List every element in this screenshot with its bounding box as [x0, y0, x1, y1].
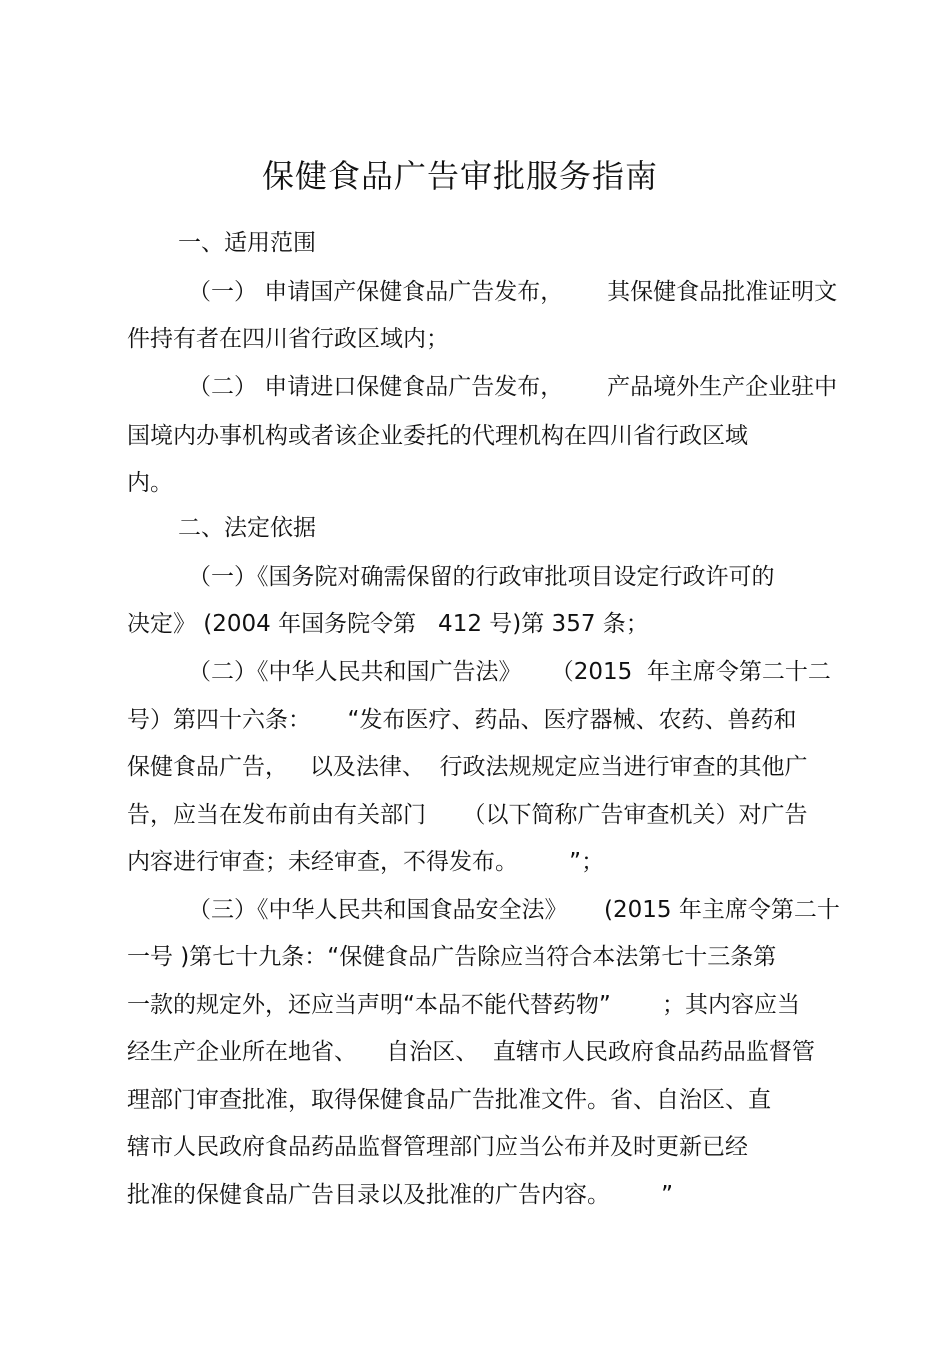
paragraph-line: 号）第四十六条： “发布医疗、药品、医疗器械、农药、兽药和 [127, 707, 797, 733]
paragraph-line: 辖市人民政府食品药品监督管理部门应当公布并及时更新已经 [127, 1134, 748, 1160]
section-heading-legal-basis: 二、法定依据 [178, 515, 316, 541]
paragraph-line: 告，应当在发布前由有关部门 （以下简称广告审查机关）对广告 [127, 802, 808, 828]
paragraph-line: 经生产企业所在地省、 自治区、 直辖市人民政府食品药品监督管 [127, 1039, 815, 1065]
paragraph-line: 国境内办事机构或者该企业委托的代理机构在四川省行政区域 [127, 423, 748, 449]
paragraph-line: 内。 [127, 470, 173, 496]
paragraph-line: （三）《中华人民共和国食品安全法》 (2015 年主席令第二十 [188, 897, 840, 923]
paragraph-line: （一） 申请国产保健食品广告发布， 其保健食品批准证明文 [188, 279, 838, 305]
paragraph-line: 内容进行审查；未经审查，不得发布。 ”； [127, 849, 605, 875]
paragraph-line: （二） 申请进口保健食品广告发布， 产品境外生产企业驻中 [188, 374, 838, 400]
paragraph-line: 保健食品广告， 以及法律、 行政法规规定应当进行审查的其他广 [127, 754, 808, 780]
section-heading-scope: 一、适用范围 [178, 230, 316, 256]
document-title: 保健食品广告审批服务指南 [261, 157, 658, 195]
paragraph-line: （二）《中华人民共和国广告法》 （2015 年主席令第二十二 [188, 659, 831, 685]
paragraph-line: 决定》 (2004 年国务院令第 412 号)第 357 条； [127, 611, 649, 637]
paragraph-line: （一）《国务院对确需保留的行政审批项目设定行政许可的 [188, 564, 775, 590]
paragraph-line: 理部门审查批准，取得保健食品广告批准文件。省、自治区、直 [127, 1087, 771, 1113]
paragraph-line: 一款的规定外，还应当声明“本品不能代替药物” ；其内容应当 [127, 992, 801, 1018]
paragraph-line: 批准的保健食品广告目录以及批准的广告内容。 ” [127, 1182, 674, 1208]
paragraph-line: 一号 )第七十九条：“保健食品广告除应当符合本法第七十三条第 [127, 944, 777, 970]
paragraph-line: 件持有者在四川省行政区域内； [127, 326, 449, 352]
